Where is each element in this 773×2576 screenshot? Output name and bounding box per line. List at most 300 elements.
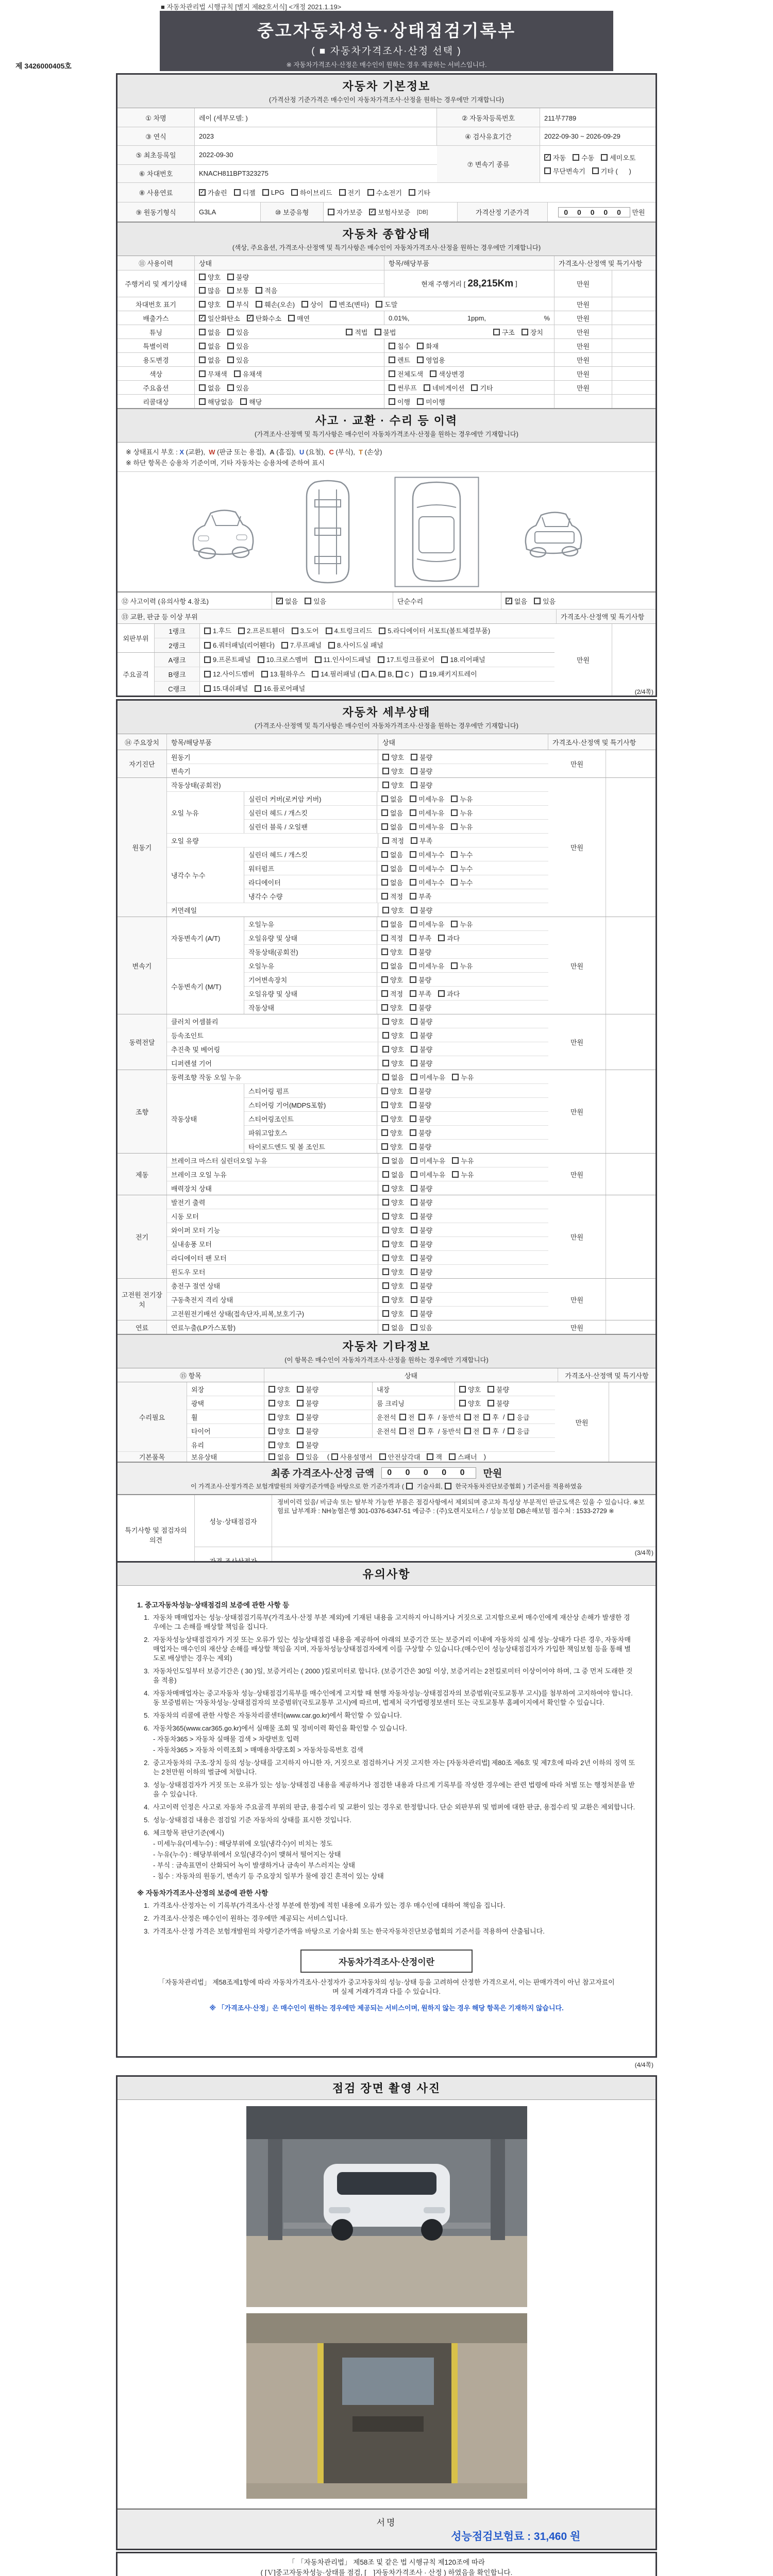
checkbox[interactable]	[573, 154, 579, 161]
checkbox[interactable]	[227, 343, 234, 349]
checkbox[interactable]	[339, 189, 346, 196]
group-price-note	[606, 1279, 656, 1320]
checkbox[interactable]	[438, 990, 445, 997]
page-title-note: ※ 자동차가격조사·산정은 매수인이 원하는 경우 제공하는 서비스입니다.	[286, 61, 487, 69]
checkbox[interactable]	[326, 628, 332, 634]
checkbox[interactable]	[376, 301, 382, 308]
checkbox[interactable]	[411, 1310, 417, 1317]
checkbox[interactable]	[381, 948, 388, 955]
photos-header	[117, 2077, 656, 2100]
checkbox[interactable]	[410, 893, 416, 900]
checkbox[interactable]	[367, 189, 374, 196]
checkbox[interactable]	[381, 1101, 388, 1108]
checkbox[interactable]	[382, 1018, 389, 1025]
checkbox[interactable]	[411, 1171, 417, 1178]
checkbox[interactable]	[389, 384, 395, 391]
checkbox[interactable]	[328, 642, 335, 649]
checkbox[interactable]	[301, 301, 308, 308]
checkbox[interactable]	[382, 1241, 389, 1247]
checkbox[interactable]	[410, 976, 416, 983]
price-service-note: ※ 「가격조사·산정」은 매수인이 원하는 경우에만 제공되는 서비스이며, 원하지 않는 경우 해당 항목은 기재하지 않습니다.	[209, 2004, 564, 2012]
checkbox[interactable]	[297, 1414, 304, 1420]
checkbox[interactable]	[362, 671, 368, 677]
checkbox[interactable]	[493, 329, 500, 335]
checkbox[interactable]	[268, 1400, 275, 1406]
usage-change-price: 만원	[554, 353, 612, 366]
checkbox[interactable]	[399, 1414, 406, 1420]
basic-info-table	[117, 108, 656, 222]
checkbox[interactable]	[227, 384, 234, 391]
check-item: 불량	[411, 1058, 432, 1068]
detail-row	[167, 1056, 548, 1070]
checkbox[interactable]	[459, 1400, 466, 1406]
item-state	[377, 1140, 548, 1153]
checkbox[interactable]	[430, 370, 436, 377]
checkbox[interactable]	[381, 935, 388, 941]
checkbox[interactable]	[382, 1199, 389, 1206]
checkbox[interactable]	[297, 1442, 304, 1448]
notice-sub-item: - 누유(누수) : 해당부위에서 오일(냉각수)이 맺혀서 떨어지는 상태	[153, 1851, 341, 1858]
checkbox[interactable]	[411, 1241, 417, 1247]
checkbox[interactable]	[411, 1018, 417, 1025]
checkbox[interactable]: ✓	[247, 314, 253, 321]
checkbox[interactable]	[291, 189, 298, 196]
checkbox[interactable]	[381, 879, 388, 886]
checkbox[interactable]	[410, 1004, 416, 1011]
checkbox[interactable]	[592, 167, 599, 174]
checkbox[interactable]	[382, 1046, 389, 1053]
checkbox[interactable]	[483, 1428, 490, 1434]
checkbox[interactable]	[227, 287, 234, 294]
overall-header	[117, 222, 656, 256]
checkbox[interactable]	[424, 384, 430, 391]
checkbox[interactable]	[382, 1227, 389, 1233]
checkbox[interactable]	[382, 1157, 389, 1164]
checkbox[interactable]	[305, 598, 311, 604]
item-label: 오일유량 및 상태	[244, 987, 377, 1000]
checkbox[interactable]	[410, 865, 416, 872]
checkbox[interactable]	[417, 398, 424, 405]
checkbox[interactable]	[427, 1453, 433, 1460]
checkbox[interactable]	[449, 1453, 456, 1460]
checkbox[interactable]	[378, 656, 384, 663]
checkbox[interactable]	[227, 274, 234, 280]
checkbox[interactable]	[601, 154, 608, 161]
checkbox[interactable]	[381, 962, 388, 969]
checkbox[interactable]	[381, 809, 388, 816]
checkbox[interactable]	[234, 370, 241, 377]
checkbox[interactable]	[389, 343, 395, 349]
checkbox[interactable]	[199, 370, 206, 377]
checkbox[interactable]	[508, 1428, 514, 1434]
usage-label: 튜닝	[117, 325, 195, 338]
checkbox[interactable]: ✓	[277, 597, 282, 604]
checkbox[interactable]	[411, 754, 417, 760]
checkbox[interactable]	[452, 1074, 459, 1080]
checkbox[interactable]	[459, 1386, 466, 1393]
checkbox[interactable]	[381, 851, 388, 858]
usage-label: 색상	[117, 367, 195, 380]
checkbox[interactable]	[410, 1115, 416, 1122]
checkbox[interactable]	[328, 209, 334, 215]
checkbox[interactable]	[288, 315, 295, 321]
checkbox[interactable]	[445, 1483, 451, 1489]
checkbox[interactable]	[346, 329, 352, 335]
checkbox[interactable]	[488, 1400, 494, 1406]
checkbox[interactable]	[522, 329, 528, 335]
checkbox[interactable]	[381, 865, 388, 872]
checkbox[interactable]	[379, 1453, 386, 1460]
checkbox[interactable]	[382, 1074, 389, 1080]
check-item: 양호	[382, 1044, 404, 1054]
checkbox[interactable]	[382, 1060, 389, 1066]
check-item: 있음	[534, 596, 556, 606]
checkbox[interactable]	[464, 1428, 471, 1434]
checkbox[interactable]	[281, 642, 288, 649]
item-label: 윈도우 모터	[167, 1265, 378, 1278]
checkbox[interactable]	[382, 768, 389, 774]
check-item: 누유	[451, 919, 473, 929]
checkbox[interactable]	[204, 642, 211, 649]
checkbox[interactable]	[508, 1414, 514, 1420]
detail-row	[167, 1167, 548, 1181]
checkbox[interactable]	[389, 398, 395, 405]
usage-label: 리콜대상	[117, 395, 195, 408]
checkbox[interactable]	[382, 1213, 389, 1219]
usage-change-state	[195, 353, 384, 366]
check-item: 양호	[381, 1142, 403, 1151]
detail-group	[117, 750, 656, 777]
checkbox[interactable]	[451, 795, 458, 802]
checkbox[interactable]	[381, 1115, 388, 1122]
checkbox[interactable]	[411, 1296, 417, 1303]
checkbox[interactable]: ✓	[545, 154, 550, 160]
checkbox[interactable]	[410, 879, 416, 886]
checkbox[interactable]	[410, 823, 416, 830]
rank-items	[200, 682, 554, 696]
checkbox[interactable]	[379, 628, 385, 634]
special-history-price: 만원	[554, 339, 612, 352]
checkbox[interactable]	[410, 921, 416, 927]
check-item: 불량	[410, 1086, 431, 1096]
checkbox[interactable]: ✓	[199, 314, 205, 321]
checkbox[interactable]	[381, 990, 388, 997]
checkbox[interactable]	[410, 1088, 416, 1094]
checkbox[interactable]	[451, 865, 458, 872]
recall-price	[554, 395, 612, 408]
checkbox[interactable]	[381, 1129, 388, 1136]
checkbox[interactable]	[199, 329, 206, 335]
checkbox[interactable]	[268, 1414, 275, 1420]
checkbox[interactable]	[406, 1483, 413, 1489]
checkbox[interactable]: ✓	[370, 209, 375, 215]
repair-row	[187, 1382, 555, 1396]
device-label: 전기	[117, 1195, 167, 1278]
checkbox[interactable]	[382, 1268, 389, 1275]
checkbox[interactable]	[411, 1199, 417, 1206]
check-item: 보통	[227, 285, 249, 295]
checkbox[interactable]	[410, 1101, 416, 1108]
checkbox[interactable]	[382, 1032, 389, 1039]
first-registration-date: 2022-09-30	[199, 151, 233, 159]
checkbox[interactable]	[410, 948, 416, 955]
checkbox[interactable]	[410, 962, 416, 969]
checkbox[interactable]	[256, 287, 262, 294]
checkbox[interactable]	[381, 921, 388, 927]
checkbox[interactable]	[451, 851, 458, 858]
checkbox[interactable]	[199, 384, 206, 391]
main-options-item	[384, 381, 554, 394]
checkbox[interactable]	[204, 685, 211, 692]
check-item: 훼손(오손)	[256, 299, 295, 309]
checkbox[interactable]	[411, 768, 417, 774]
price-note	[612, 311, 656, 325]
checkbox[interactable]	[292, 628, 298, 634]
check-item: 수소전기	[367, 188, 402, 197]
checkbox[interactable]	[240, 398, 247, 405]
check-item: 과다	[438, 933, 460, 943]
item-label: 클러치 어셈블리	[167, 1014, 378, 1028]
checkbox[interactable]	[410, 990, 416, 997]
checkbox[interactable]	[411, 1213, 417, 1219]
checkbox[interactable]	[452, 1171, 459, 1178]
checkbox[interactable]	[238, 628, 245, 634]
checkbox[interactable]	[204, 671, 211, 677]
base-price: 0 0 0 0 0 만원	[548, 202, 656, 222]
checkbox[interactable]	[382, 907, 389, 913]
item-state	[378, 1307, 548, 1320]
inspection-photo-bottom	[246, 2313, 527, 2499]
checkbox[interactable]	[438, 935, 445, 941]
checkbox[interactable]	[451, 823, 458, 830]
checkbox[interactable]	[451, 962, 458, 969]
checkbox[interactable]	[381, 1004, 388, 1011]
checkbox[interactable]	[381, 823, 388, 830]
checkbox[interactable]	[199, 274, 206, 280]
checkbox[interactable]	[389, 370, 395, 377]
checkbox[interactable]	[268, 1453, 275, 1460]
checkbox[interactable]	[330, 301, 337, 308]
checkbox[interactable]	[483, 1414, 490, 1420]
checkbox[interactable]	[411, 1268, 417, 1275]
device-label: 연료	[117, 1320, 167, 1334]
checkbox[interactable]	[411, 1282, 417, 1289]
checkbox[interactable]	[204, 656, 211, 663]
group-price-note	[606, 1154, 656, 1195]
item-label: 실린더 블록 / 오일팬	[244, 820, 377, 833]
checkbox[interactable]	[199, 301, 206, 308]
checkbox[interactable]	[411, 1074, 417, 1080]
checkbox[interactable]	[199, 287, 206, 294]
checkbox[interactable]	[410, 809, 416, 816]
checkbox[interactable]	[410, 1129, 416, 1136]
checkbox[interactable]: ✓	[199, 189, 205, 195]
checkbox[interactable]	[382, 782, 389, 788]
checkbox[interactable]	[297, 1428, 304, 1434]
checkbox[interactable]	[255, 685, 261, 692]
checkbox[interactable]	[451, 879, 458, 886]
checkbox[interactable]	[258, 656, 264, 663]
checkbox[interactable]	[411, 1324, 417, 1331]
checkbox[interactable]	[399, 1428, 406, 1434]
checkbox[interactable]	[417, 357, 424, 363]
checkbox[interactable]	[544, 167, 551, 174]
checkbox[interactable]	[381, 1143, 388, 1150]
group-price: 만원	[548, 1195, 606, 1278]
checkbox[interactable]	[411, 1255, 417, 1261]
checkbox[interactable]	[381, 976, 388, 983]
checkbox[interactable]	[409, 189, 415, 196]
col-header: ⑭ 주요장치	[117, 734, 167, 750]
checkbox[interactable]	[411, 782, 417, 788]
checkbox[interactable]	[411, 1157, 417, 1164]
checkbox[interactable]	[375, 329, 381, 335]
check-item: 색상변경	[430, 369, 464, 379]
checkbox[interactable]	[234, 189, 241, 196]
checkbox[interactable]	[381, 795, 388, 802]
checkbox[interactable]	[420, 671, 427, 677]
checkbox[interactable]	[331, 1453, 338, 1460]
checkbox[interactable]	[382, 837, 389, 844]
item-state	[378, 1167, 548, 1181]
item-label: 작동상태(공회전)	[244, 945, 377, 958]
check-item: 누유	[452, 1156, 474, 1165]
checkbox[interactable]	[411, 1060, 417, 1066]
check-item: 양호	[382, 1239, 404, 1249]
checkbox[interactable]	[411, 907, 417, 913]
checkbox[interactable]	[411, 1227, 417, 1233]
checkbox[interactable]	[410, 795, 416, 802]
special-history-state	[195, 339, 384, 352]
checkbox[interactable]	[297, 1400, 304, 1406]
checkbox[interactable]	[268, 1386, 275, 1393]
checkbox[interactable]	[256, 301, 262, 308]
checkbox[interactable]	[312, 671, 318, 677]
checkbox[interactable]	[199, 343, 206, 349]
check-item: 부족	[410, 891, 431, 901]
checkbox[interactable]	[227, 329, 234, 335]
checkbox[interactable]	[411, 1046, 417, 1053]
checkbox[interactable]	[410, 1143, 416, 1150]
checkbox[interactable]	[396, 671, 402, 677]
checkbox[interactable]	[410, 935, 416, 941]
checkbox[interactable]	[199, 357, 206, 363]
checkbox[interactable]	[382, 1282, 389, 1289]
checkbox[interactable]	[452, 1157, 459, 1164]
checkbox[interactable]	[227, 357, 234, 363]
checkbox[interactable]: ✓	[506, 597, 512, 604]
check-item: 있음	[227, 383, 249, 393]
legend-note: ※ 하단 항목은 승용차 기준이며, 기타 자동차는 승용차에 준하여 표시	[126, 459, 325, 467]
checkbox[interactable]	[382, 1185, 389, 1192]
checkbox[interactable]	[297, 1386, 304, 1393]
tuning-state	[195, 325, 554, 338]
checkbox[interactable]	[379, 671, 385, 677]
check-item: 부족	[410, 989, 431, 998]
check-item: 불량	[411, 780, 432, 790]
rank-label: B랭크	[155, 667, 200, 681]
checkbox[interactable]	[534, 598, 541, 604]
rank-items	[200, 667, 554, 681]
check-item: 없음	[381, 808, 403, 818]
checkbox[interactable]	[382, 1310, 389, 1317]
check-item: 불량	[297, 1440, 318, 1450]
checkbox[interactable]	[418, 1428, 425, 1434]
repair-row	[187, 1423, 555, 1437]
check-item: 양호	[382, 905, 404, 915]
check-item: 1.후드	[204, 625, 231, 636]
checkbox[interactable]	[199, 398, 206, 405]
checkbox[interactable]	[297, 1453, 304, 1460]
checkbox[interactable]	[451, 921, 458, 927]
repair-item-label: 룸 크리닝	[373, 1396, 455, 1410]
checkbox[interactable]	[451, 809, 458, 816]
checkbox[interactable]	[488, 1386, 494, 1393]
field-label: ⑧ 사용연료	[117, 183, 195, 202]
checkbox[interactable]	[268, 1442, 275, 1448]
checkbox[interactable]	[262, 189, 269, 196]
checkbox[interactable]	[411, 1185, 417, 1192]
detail-status-table	[117, 734, 656, 1334]
checkbox[interactable]	[382, 1171, 389, 1178]
check-item: 기타 ( )	[592, 166, 631, 176]
check-item: 없음	[382, 1072, 404, 1082]
checkbox[interactable]	[381, 893, 388, 900]
check-item: 없음	[382, 1323, 404, 1332]
check-item: 5.라디에이터 서포트(볼트체결부품)	[379, 625, 490, 636]
check-item: 불량	[410, 1128, 431, 1138]
item-label: 시동 모터	[167, 1209, 378, 1223]
checkbox[interactable]	[382, 1296, 389, 1303]
item-label: 고전원전기배선 상태(접속단자,피복,보호기구)	[167, 1307, 378, 1320]
checkbox[interactable]	[382, 1255, 389, 1261]
check-item: 양호	[268, 1440, 290, 1450]
check-item: 유채색	[234, 369, 262, 379]
checkbox[interactable]	[261, 671, 268, 677]
check-item: 디젤	[234, 188, 256, 197]
item-label: 동력조향 작동 오일 누유	[167, 1070, 378, 1083]
detail-row	[244, 805, 548, 819]
page-4	[116, 2075, 657, 2550]
notice-item: 2. 자동차성능상태점검자가 거짓 또는 오류가 있는 성능상태점검 내용을 제공하여 아래의 보증기간 또는 보증거리 이내에 자동차의 실제 성능·상태가 다른 경우, 자동차매매업자는 매수인의 재산상 손해를 배상할 책임을 지며, 자동차성능상태점검자에게 이를 구상할 수 있습니다.(매수인이 성능상태점검자가 가입한 책임보험 등을 통해 별도로 배상받는 경우는 제외)	[144, 1636, 631, 1662]
checkbox[interactable]	[441, 656, 448, 663]
checkbox[interactable]	[464, 1414, 471, 1420]
group-price: 만원	[548, 1014, 606, 1070]
checkbox[interactable]	[418, 1414, 425, 1420]
check-item: 양호	[381, 1086, 403, 1096]
checkbox[interactable]	[315, 656, 322, 663]
checkbox[interactable]	[227, 301, 234, 308]
checkbox[interactable]	[381, 1088, 388, 1094]
item-state	[378, 1056, 548, 1070]
item-label: 커먼레일	[167, 903, 378, 917]
checkbox[interactable]	[268, 1428, 275, 1434]
col-header: 상태	[264, 1368, 558, 1382]
price-note	[612, 381, 656, 394]
checkbox[interactable]	[382, 1324, 389, 1331]
checkbox[interactable]	[389, 357, 395, 363]
checkbox[interactable]	[410, 851, 416, 858]
check-item: 많음	[199, 285, 221, 295]
checkbox[interactable]	[382, 754, 389, 760]
checkbox[interactable]	[204, 628, 211, 634]
check-item: 양호	[382, 1267, 404, 1277]
repair-item-label: 광택	[187, 1396, 264, 1410]
checkbox[interactable]	[417, 343, 424, 349]
checkbox[interactable]	[471, 384, 478, 391]
checkbox[interactable]	[411, 837, 417, 844]
checkbox[interactable]	[411, 1032, 417, 1039]
